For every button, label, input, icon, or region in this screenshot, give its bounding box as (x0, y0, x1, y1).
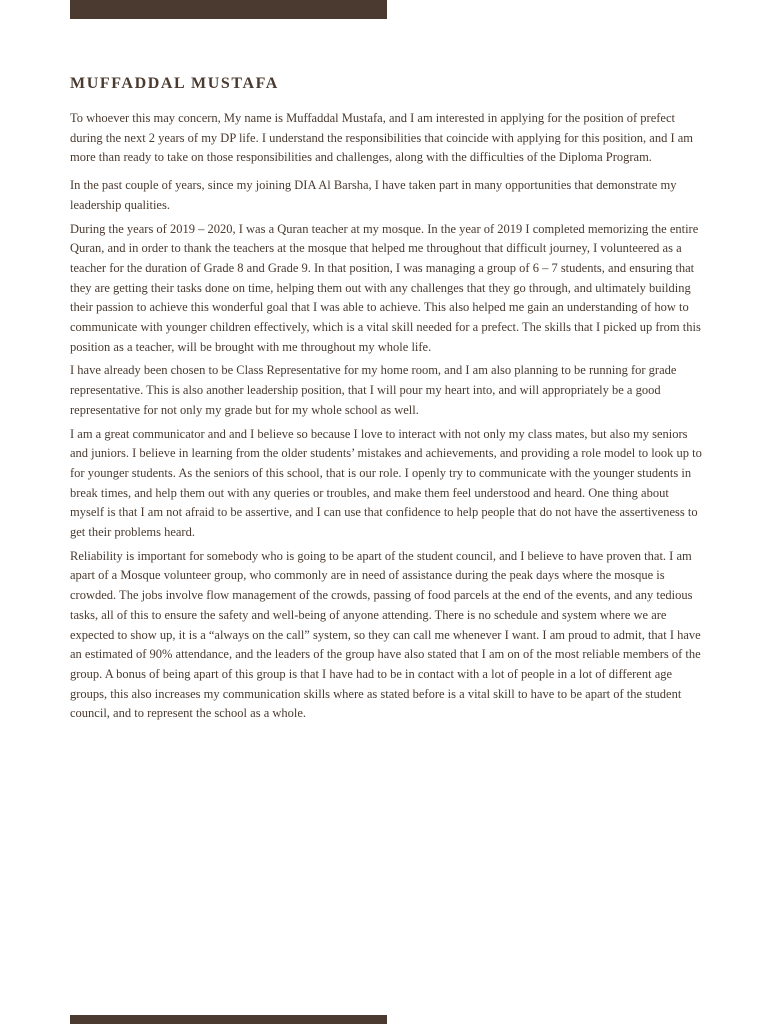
paragraph-communication: I am a great communicator and and I believe so because I love to interact with not only my class mates, but also my seniors and juniors. I believe in learning from the older students’ mistakes and achievements, and providing a role model to look up to for younger students. As the seniors of this school, that is our role. I openly try to communicate with the younger students in break times, and help them out with any queries or troubles, and make them feel understood and heard. One thing about myself is that I am not afraid to be assertive, and I can use that confidence to help people that do not have the assertiveness to get their problems heard. (70, 426, 702, 540)
author-name-heading: MUFFADDAL MUSTAFA (70, 75, 279, 92)
letter-body (70, 109, 702, 728)
paragraph-leadership-overview: In the past couple of years, since my joining DIA Al Barsha, I have taken part in many opportunities that demonstrate my leadership qualities. (70, 178, 677, 212)
paragraph-introduction: To whoever this may concern, My name is Muffaddal Mustafa, and I am interested in applying for the position of prefect during the next 2 years of my DP life. I understand the responsibilities that coincide with applying for this position, and I am more than ready to take on those responsibilities and challenges, along with the difficulties of the Diploma Program. (70, 111, 694, 165)
paragraph-quran-teacher: During the years of 2019 – 2020, I was a Quran teacher at my mosque. In the year of 2019 I completed memorizing the entire Quran, and in order to thank the teachers at the mosque that helped me throughout that difficult journey, I volunteered as a teacher for the duration of Grade 8 and Grade 9. In that position, I was managing a group of 6 – 7 students, and ensuring that they are getting their tasks done on time, helping them out with any challenges that they go through, and ultimately building their passion to achieve this wonderful goal that I was able to achieve. This also helped me gain an understanding of how to communicate with younger children effectively, which is a vital skill needed for a prefect. The skills that I picked up from this position as a teacher, will be brought with me throughout my whole life. (70, 221, 701, 354)
paragraph-class-representative: I have already been chosen to be Class Representative for my home room, and I am also planning to be running for grade representative. This is also another leadership position, that I will pour my heart into, and will appropriately be a good representative for not only my grade but for my whole school as well. (70, 363, 677, 417)
footer-decorative-bar (70, 1015, 387, 1024)
header-decorative-bar (70, 0, 387, 19)
paragraph-reliability: Reliability is important for somebody who is going to be apart of the student council, and I believe to have proven that. I am apart of a Mosque volunteer group, who commonly are in need of assistance during the peak days where the mosque is crowded. The jobs involve flow management of the crowds, passing of food parcels at the end of the events, and any tedious tasks, all of this to ensure the safety and well-being of anyone attending. There is no schedule and system where we are expected to show up, it is a “always on the call” system, so they can call me whenever I want. I am proud to admit, that I have an estimated of 90% attendance, and the leaders of the group have also stated that I am on of the most reliable members of the group. A bonus of being apart of this group is that I have had to be in contact with a lot of people in a lot of different age groups, this also increases my communication skills where as stated before is a vital skill to have to be apart of the student council, and to represent the school as a whole. (70, 548, 701, 721)
